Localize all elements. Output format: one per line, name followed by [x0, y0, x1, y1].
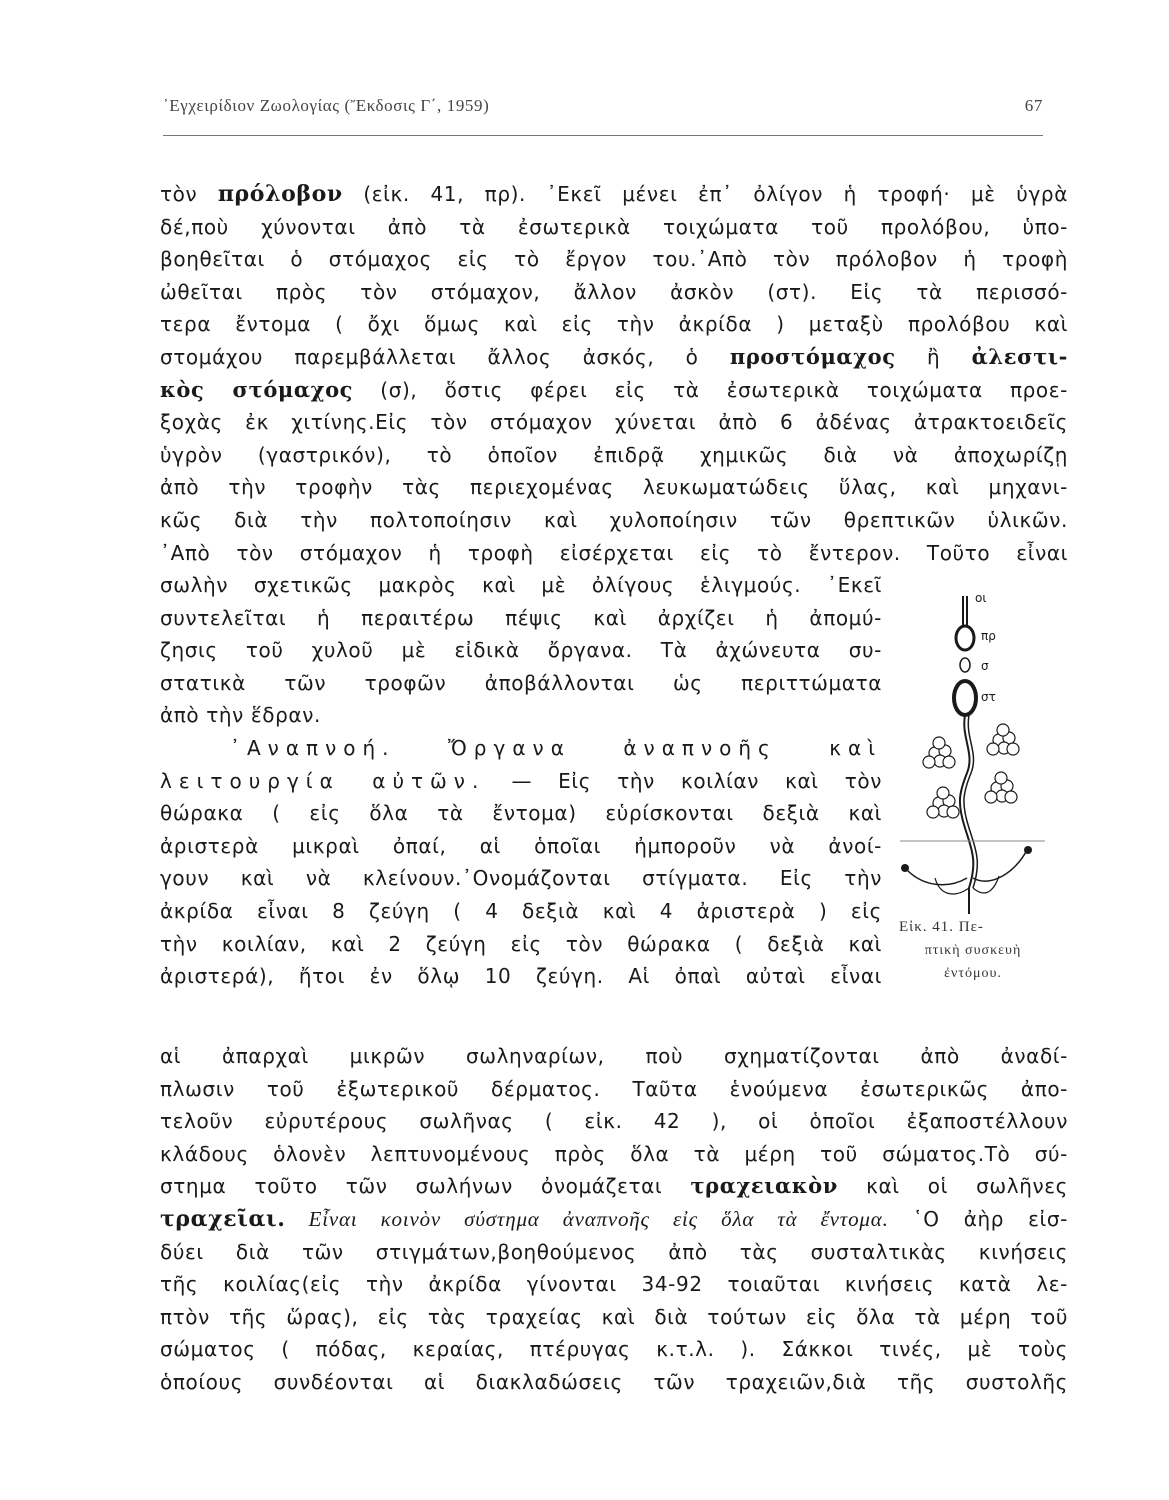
text-line: ἀριστερὰ μικραὶ ὀπαί, αἱ ὁποῖαι ἠμποροῦν νὰ ἀνοί-: [160, 833, 882, 858]
text-line: στημα τοῦτο τῶν σωλήνων ὀνομάζεται τραχειακὸν καὶ οἱ σωλῆνες: [160, 1173, 1068, 1199]
text-line: πλωσιν τοῦ ἐξωτερικοῦ δέρματος. Ταῦτα ἑνούμενα ἐσωτερικῶς ἀπο-: [160, 1076, 1068, 1101]
term-tracheiakon: τραχειακὸν: [690, 1173, 838, 1199]
italic-statement: Εἶναι κοινὸν σύστημα ἀναπνοῆς εἰς ὅλα τὰ ἔντομα.: [285, 1206, 889, 1231]
term-proloboS: πρόλοβον: [217, 181, 343, 207]
text-line: βοηθεῖται ὁ στόμαχος εἰς τὸ ἔργον του.᾿Απὸ τὸν πρόλοβον ἡ τροφὴ: [160, 247, 1068, 272]
text-line: τραχεῖαι. Εἶναι κοινὸν σύστημα ἀναπνοῆς εἰς ὅλα τὰ ἔντομα. ῾Ο ἀὴρ εἰσ-: [160, 1205, 1068, 1232]
label-oi: οι: [975, 591, 987, 605]
text-line: τὸν πρόλοβον (εἰκ. 41, πρ). ᾿Εκεῖ μένει ἐπ᾿ ὀλίγον ἡ τροφή· μὲ ὑγρὰ: [160, 181, 1068, 207]
text-line: σώματος ( πόδας, κεραίας, πτέρυγας κ.τ.λ. ). Σάκκοι τινές, μὲ τοὺς: [160, 1337, 1068, 1362]
text-line: στατικὰ τῶν τροφῶν ἀποβάλλονται ὡς περιττώματα: [160, 670, 882, 695]
text-line: δέ,ποὺ χύνονται ἀπὸ τὰ ἐσωτερικὰ τοιχώματα τοῦ προλόβου, ὑπο-: [160, 214, 1068, 239]
paragraph-respiration: [160, 1040, 1068, 1399]
text-line: δύει διὰ τῶν στιγμάτων,βοηθούμενος ἀπὸ τὰς συσταλτικὰς κινήσεις: [160, 1239, 1068, 1264]
term-prostomachos: προστόμαχος: [729, 343, 896, 369]
text-line: ὠθεῖται πρὸς τὸν στόμαχον, ἄλλον ἀσκὸν (στ). Εἰς τὰ περισσό-: [160, 279, 1068, 304]
text-line: θώρακα ( εἰς ὅλα τὰ ἔντομα) εὑρίσκονται δεξιὰ καὶ: [160, 801, 882, 826]
text-line: ᾿Απὸ τὸν στόμαχον ἡ τροφὴ εἰσέρχεται εἰς τὸ ἔντερον. Τοῦτο εἶναι: [160, 540, 1068, 565]
text-line: κὸς στόμαχος (σ), ὅστις φέρει εἰς τὰ ἐσωτερικὰ τοιχώματα προε-: [160, 376, 1068, 402]
text-line: κῶς διὰ τὴν πολτοποίησιν καὶ χυλοποίησιν τῶν θρεπτικῶν ὑλικῶν.: [160, 507, 1068, 532]
tubule-right: [973, 850, 1027, 881]
text-line: ὁποίους συνδέονται αἱ διακλαδώσεις τῶν τραχειῶν,διὰ τῆς συστολῆς: [160, 1369, 1068, 1394]
label-pr: πρ: [981, 629, 996, 643]
section-heading-cont: λειτουργία αὐτῶν.: [160, 768, 486, 793]
text-line: αἱ ἀπαρχαὶ μικρῶν σωληναρίων, ποὺ σχηματίζονται ἀπὸ ἀναδί-: [160, 1044, 1068, 1068]
text-line: τὴν κοιλίαν, καὶ 2 ζεύγη εἰς τὸν θώρακα ( δεξιὰ καὶ: [160, 931, 882, 956]
page-header: [163, 96, 1043, 116]
text-line: ξοχὰς ἐκ χιτίνης.Εἰς τὸν στόμαχον χύνεται ἀπὸ 6 ἀδένας ἀτρακτοειδεῖς: [160, 410, 1068, 435]
caption-line: πτικὴ συσκευὴ: [924, 943, 1022, 958]
text-line: λειτουργία αὐτῶν. — Εἰς τὴν κοιλίαν καὶ τὸν: [160, 768, 882, 793]
text-line: συντελεῖται ἡ περαιτέρω πέψις καὶ ἀρχίζει ἡ ἀπομύ-: [160, 605, 882, 630]
page-number: 67: [1024, 96, 1043, 115]
proventriculus-shape: [960, 658, 970, 672]
text-line: τελοῦν εὐρυτέρους σωλῆνας ( εἰκ. 42 ), οἱ ὁποῖοι ἐξαποστέλλουν: [160, 1109, 1068, 1134]
text-line: κλάδους ὁλονὲν λεπτυνομένους πρὸς ὅλα τὰ μέρη τοῦ σώματος.Τὸ σύ-: [160, 1141, 1068, 1166]
label-s: σ: [981, 659, 989, 673]
text-line: σωλὴν σχετικῶς μακρὸς καὶ μὲ ὀλίγους ἑλιγμούς. ᾿Εκεῖ: [160, 573, 882, 597]
text-line: πτὸν τῆς ὥρας), εἰς τὰς τραχείας καὶ διὰ τούτων εἰς ὅλα τὰ μέρη τοῦ: [160, 1304, 1068, 1329]
text-line: ἀριστερά), ἤτοι ἐν ὅλῳ 10 ζεύγη. Αἱ ὀπαὶ αὐταὶ εἶναι: [160, 964, 882, 989]
stomach-shape: [954, 681, 976, 715]
term-alestikos: ἀλεστι-: [971, 343, 1068, 369]
text-line: ἀκρίδα εἶναι 8 ζεύγη ( 4 δεξιὰ καὶ 4 ἀριστερὰ ) εἰς: [160, 898, 882, 923]
caption-line: Εἰκ. 41. Πε-: [899, 919, 984, 935]
text-line: ζησις τοῦ χυλοῦ μὲ εἰδικὰ ὄργανα. Τὰ ἀχώνευτα συ-: [160, 638, 882, 663]
header-rule: [163, 135, 1043, 136]
paragraph-beside-figure: [160, 569, 882, 993]
crop-shape: [956, 626, 974, 650]
caption-line: ἐντόμου.: [944, 966, 1002, 981]
text-line: στομάχου παρεμβάλλεται ἄλλος ἀσκός, ὁ προστόμαχος ἢ ἀλεστι-: [160, 343, 1068, 369]
text-line: ἀπὸ τὴν ἕδραν.: [160, 703, 321, 728]
label-st: στ: [981, 690, 996, 704]
paragraph-digestion: [160, 178, 1068, 569]
term-tracheiai: τραχεῖαι.: [160, 1205, 286, 1232]
term-alestikos-stomachos: κὸς στόμαχος: [160, 376, 354, 402]
figure-caption: [893, 916, 1053, 985]
text-line: γουν καὶ νὰ κλείνουν.᾿Ονομάζονται στίγματα. Εἰς τὴν: [160, 866, 882, 891]
text-line: ἀπὸ τὴν τροφὴν τὰς περιεχομένας λευκωματώδεις ὕλας, καὶ μηχανι-: [160, 475, 1068, 500]
digestive-system-figure: [895, 588, 1045, 928]
text-line: τῆς κοιλίας(εἰς τὴν ἀκρίδα γίνονται 34-92 τοιαῦται κινήσεις κατὰ λε-: [160, 1272, 1068, 1297]
running-title: ᾿Εγχειρίδιον Ζωολογίας (Ἔκδοσις Γ΄, 1959): [163, 96, 490, 115]
text-line: ὑγρὸν (γαστρικόν), τὸ ὁποῖον ἐπιδρᾷ χημικῶς διὰ νὰ ἀποχωρίζῃ: [160, 442, 1068, 467]
text-line: τερα ἔντομα ( ὄχι ὅμως καὶ εἰς τὴν ἀκρίδα ) μεταξὺ προλόβου καὶ: [160, 312, 1068, 337]
section-heading: ᾿Αναπνοή. Ὄργανα ἀναπνοῆς καὶ: [230, 735, 882, 760]
